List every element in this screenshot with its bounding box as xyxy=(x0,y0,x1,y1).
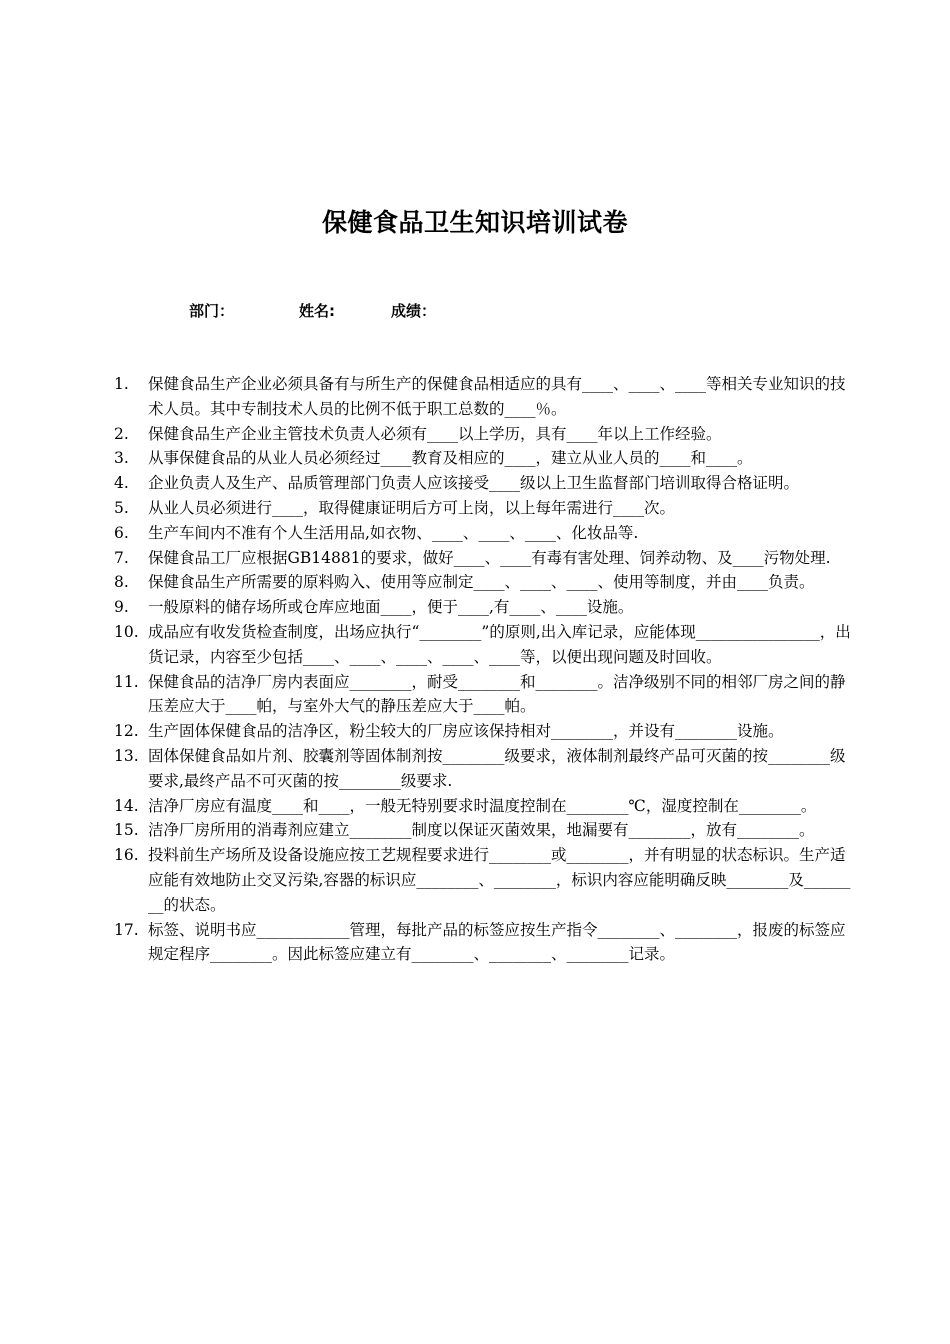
question-text: 保健食品生产所需要的原料购入、使用等应制定____、____、____、使用等制度，并由____负责。 xyxy=(148,573,815,592)
question-item xyxy=(114,471,854,496)
question-text: 生产固体保健食品的洁净区，粉尘较大的厂房应该保持相对________，并设有________设施。 xyxy=(148,722,784,741)
question-number: 12. xyxy=(114,722,139,741)
question-item xyxy=(114,818,854,843)
question-text: 保健食品工厂应根据GB14881的要求，做好____、____有毒有害处理、饲养动物、及____污物处理. xyxy=(148,548,831,567)
question-number: 4. xyxy=(114,474,129,493)
question-number: 16. xyxy=(114,846,139,865)
question-list xyxy=(114,372,854,967)
question-number: 3. xyxy=(114,449,129,468)
question-item xyxy=(114,744,854,794)
name-field: 姓名: xyxy=(299,302,335,320)
question-item xyxy=(114,521,854,546)
question-text: 从业人员必须进行____，取得健康证明后方可上岗，以上每年需进行____次。 xyxy=(148,498,676,517)
question-text: 从事保健食品的从业人员必须经过____教育及相应的____，建立从业人员的____和____。 xyxy=(148,449,753,468)
page-title: 保健食品卫生知识培训试卷 xyxy=(321,208,628,237)
question-text: 一般原料的储存场所或仓库应地面____，便于____,有____、____设施。 xyxy=(148,598,634,617)
question-text: 投料前生产场所及设备设施应按工艺规程要求进行________或________，并有明显的状态标识。生产适应能有效地防止交叉污染,容器的标识应________、________，标识内容应能明确反映________及________的状态。 xyxy=(148,846,851,914)
question-item xyxy=(114,496,854,521)
question-item xyxy=(114,620,854,670)
question-text: 保健食品的洁净厂房内表面应________，耐受________和________。洁净级别不同的相邻厂房之间的静压差应大于____帕，与室外大气的静压差应大于____帕。 xyxy=(148,672,846,716)
question-item xyxy=(114,570,854,595)
question-item xyxy=(114,372,854,422)
question-text: 成品应有收发货检查制度，出场应执行“________”的原则,出入库记录，应能体现________________，出货记录，内容至少包括____、____、____、____、____等，以便出现问题及时回收。 xyxy=(148,622,851,666)
question-number: 15. xyxy=(114,821,139,840)
question-text: 企业负责人及生产、品质管理部门负责人应该接受____级以上卫生监督部门培训取得合格证明。 xyxy=(148,474,800,493)
exam-info-fields xyxy=(189,300,436,321)
question-number: 7. xyxy=(114,548,129,567)
question-text: 保健食品生产企业主管技术负责人必须有____以上学历，具有____年以上工作经验。 xyxy=(148,424,722,443)
question-item xyxy=(114,546,854,571)
question-number: 1. xyxy=(114,375,129,393)
question-item xyxy=(114,719,854,744)
question-number: 17. xyxy=(114,920,139,939)
question-text: 保健食品生产企业必须具备有与所生产的保健食品相适应的具有____、____、____等相关专业知识的技术人员。其中专制技术人员的比例不低于职工总数的____％。 xyxy=(148,375,846,418)
question-number: 10. xyxy=(114,622,139,641)
question-item xyxy=(114,670,854,720)
question-number: 11. xyxy=(114,672,139,691)
department-field: 部门： xyxy=(189,302,235,320)
score-field: 成绩： xyxy=(391,302,437,320)
question-number: 5. xyxy=(114,498,129,517)
question-item xyxy=(114,595,854,620)
question-text: 洁净厂房所用的消毒剂应建立________制度以保证灭菌效果，地漏要有________，放有________。 xyxy=(148,821,815,840)
question-text: 生产车间内不准有个人生活用品,如衣物、____、____、____、化妆品等. xyxy=(148,523,639,542)
question-item xyxy=(114,843,854,917)
question-number: 9. xyxy=(114,598,129,617)
question-text: 洁净厂房应有温度____和____，一般无特别要求时温度控制在________℃，湿度控制在________。 xyxy=(148,796,817,815)
question-number: 2. xyxy=(114,424,129,443)
question-item xyxy=(114,918,854,968)
question-item xyxy=(114,446,854,471)
question-number: 6. xyxy=(114,523,129,542)
question-item xyxy=(114,422,854,447)
question-text: 标签、说明书应____________管理，每批产品的标签应按生产指令________、________，报废的标签应规定程序________。因此标签应建立有________、________、________记录。 xyxy=(148,920,846,964)
question-text: 固体保健食品如片剂、胶囊剂等固体制剂按________级要求，液体制剂最终产品可灭菌的按________级要求,最终产品不可灭菌的按________级要求. xyxy=(148,746,846,790)
question-number: 8. xyxy=(114,573,129,592)
question-item xyxy=(114,794,854,819)
question-number: 13. xyxy=(114,746,139,765)
question-number: 14. xyxy=(114,796,139,815)
